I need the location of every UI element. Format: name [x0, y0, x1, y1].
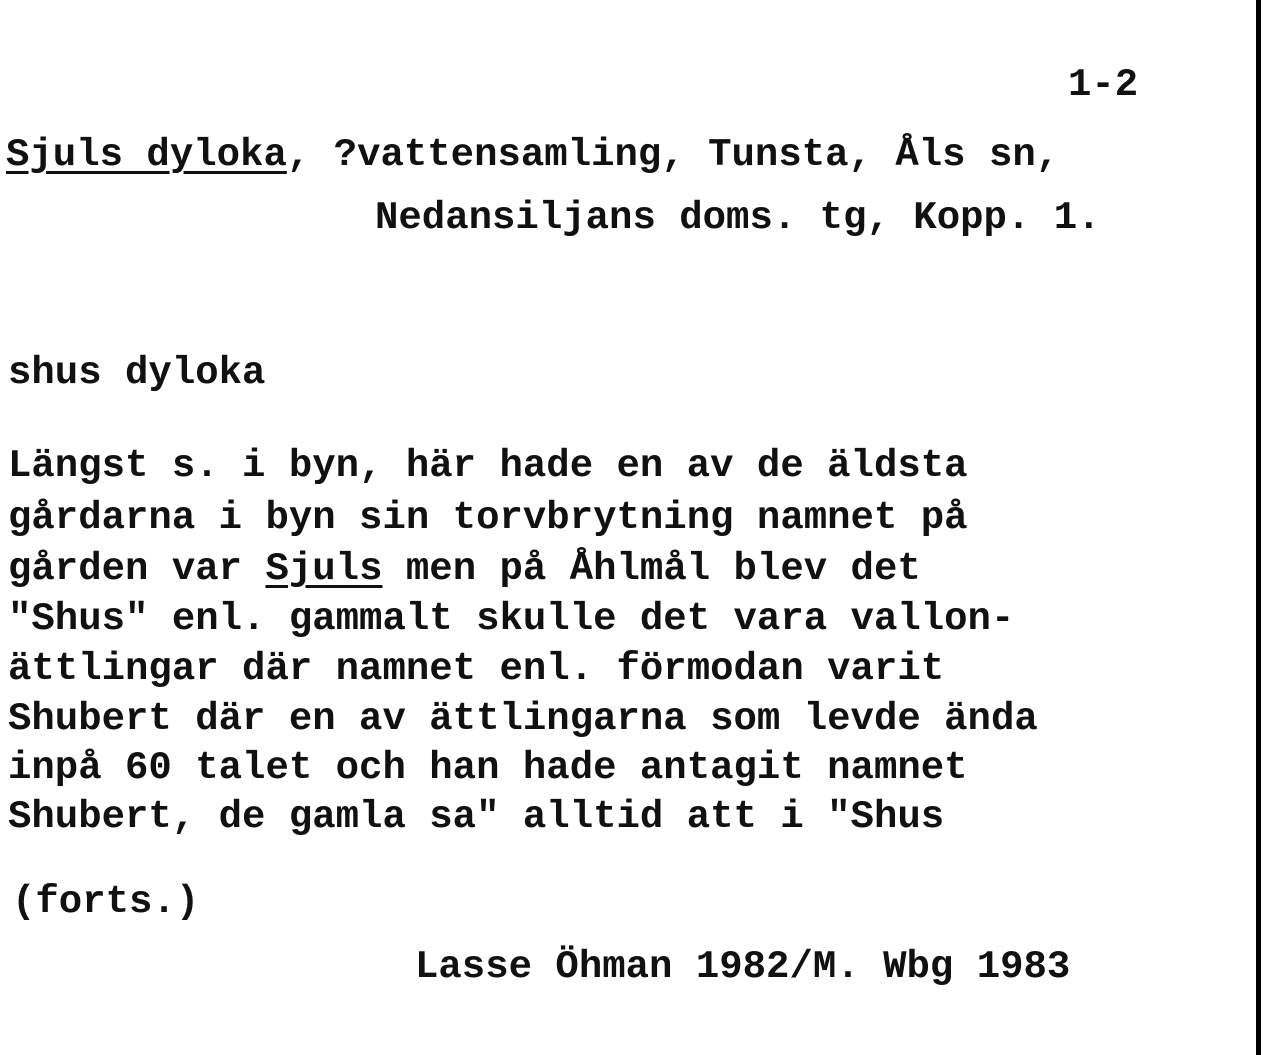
header-line-2: Nedansiljans doms. tg, Kopp. 1.	[375, 196, 1101, 240]
right-border-line	[1256, 0, 1261, 1055]
place-name: Sjuls dyloka	[6, 133, 287, 177]
card-number: 1-2	[1068, 63, 1139, 107]
body-line-3-end: men på Åhlmål blev det	[382, 547, 921, 591]
body-line-3	[8, 547, 921, 591]
body-line-7: inpå 60 talet och han hade antagit namnet	[8, 746, 968, 790]
body-line-6: Shubert där en av ättlingarna som levde ända	[8, 697, 1038, 741]
body-line-5: ättlingar där namnet enl. förmodan varit	[8, 647, 945, 691]
header-line-1	[6, 133, 1060, 177]
underlined-sjuls: Sjuls	[265, 547, 383, 591]
signature: Lasse Öhman 1982/M. Wbg 1983	[415, 945, 1071, 989]
variant-form: shus dyloka	[8, 351, 266, 395]
body-line-1: Längst s. i byn, här hade en av de äldsta	[8, 444, 968, 488]
body-line-8: Shubert, de gamla sa" alltid att i "Shus	[8, 795, 945, 839]
continued-note: (forts.)	[12, 880, 200, 924]
body-line-2: gårdarna i byn sin torvbrytning namnet på	[8, 496, 968, 540]
body-line-3-start: gården var	[8, 547, 266, 591]
body-line-4: "Shus" enl. gammalt skulle det vara vallon-	[8, 597, 1015, 641]
header-description: , ?vattensamling, Tunsta, Åls sn,	[286, 133, 1060, 177]
